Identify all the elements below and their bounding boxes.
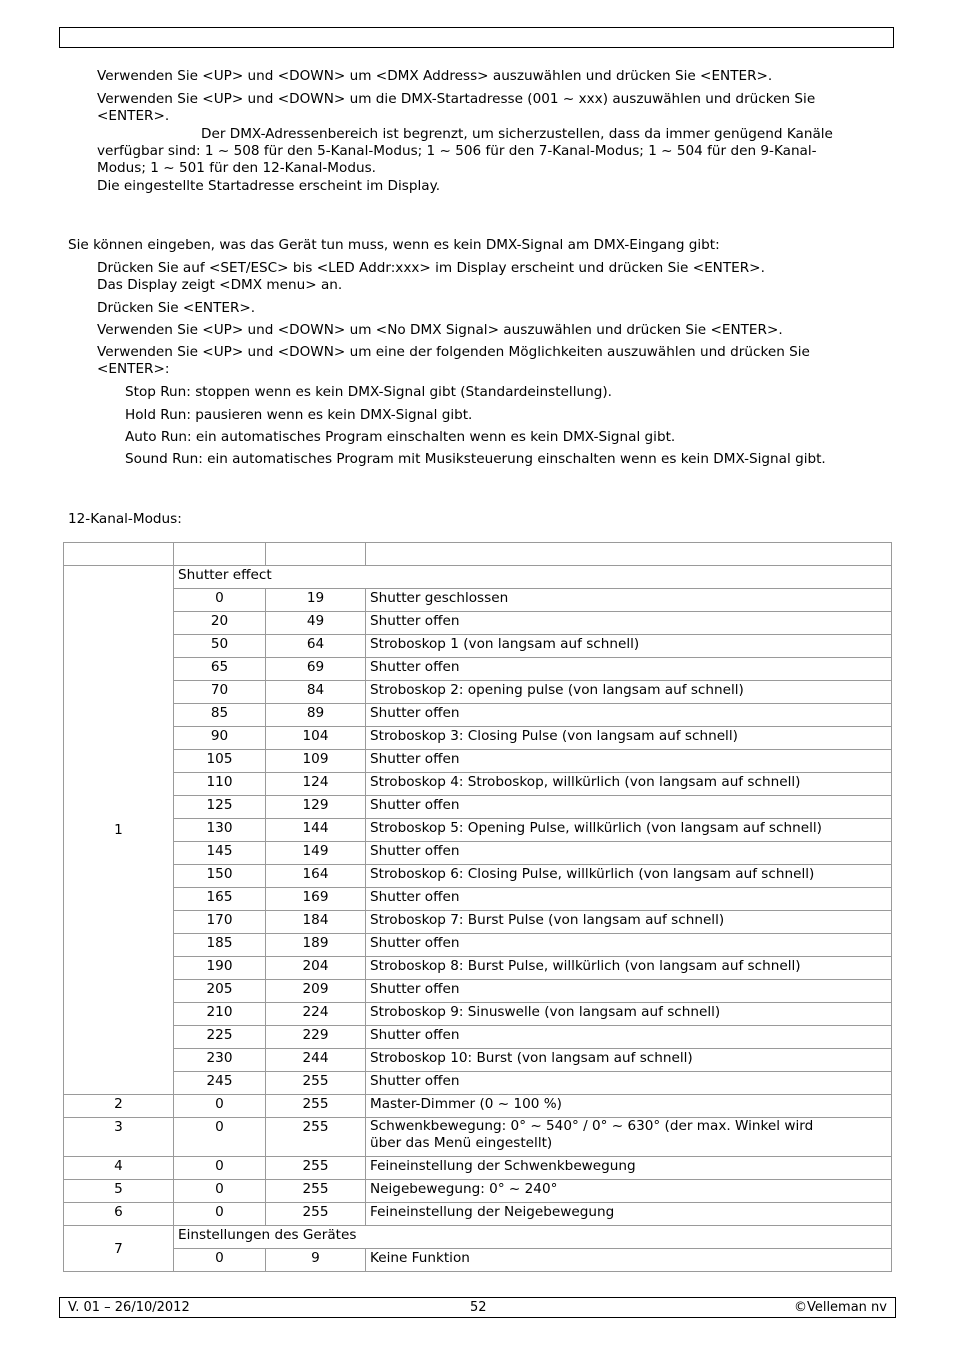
value-to: 124 xyxy=(266,773,366,796)
nosignal-option-stop-run: Stop Run: stoppen wenn es kein DMX-Signal gibt (Standardeinstellung). xyxy=(125,384,612,400)
function-description: Shutter offen xyxy=(366,980,892,1003)
table-header-row xyxy=(64,543,892,566)
function-description: Shutter offen xyxy=(366,658,892,681)
function-description: Shutter offen xyxy=(366,888,892,911)
table-row xyxy=(64,842,892,865)
value-from: 225 xyxy=(174,1026,266,1049)
table-row xyxy=(64,934,892,957)
value-to: 169 xyxy=(266,888,366,911)
value-from: 125 xyxy=(174,796,266,819)
channel-number: 5 xyxy=(64,1180,174,1203)
value-from: 170 xyxy=(174,911,266,934)
function-description: Feineinstellung der Neigebewegung xyxy=(366,1203,892,1226)
function-description: Feineinstellung der Schwenkbewegung xyxy=(366,1157,892,1180)
value-to: 84 xyxy=(266,681,366,704)
value-to: 89 xyxy=(266,704,366,727)
nosignal-intro: Sie können eingeben, was das Gerät tun muss, wenn es kein DMX-Signal am DMX-Eingang gibt: xyxy=(68,237,720,253)
channel-1-group-row xyxy=(64,566,892,589)
value-from: 205 xyxy=(174,980,266,1003)
table-row xyxy=(64,1003,892,1026)
value-to: 255 xyxy=(266,1072,366,1095)
table-row xyxy=(64,957,892,980)
table-row xyxy=(64,819,892,842)
channel-number: 2 xyxy=(64,1095,174,1118)
value-to: 255 xyxy=(266,1180,366,1203)
table-row xyxy=(64,773,892,796)
channel-row xyxy=(64,1157,892,1180)
function-description: Shutter offen xyxy=(366,842,892,865)
value-to: 184 xyxy=(266,911,366,934)
value-from: 0 xyxy=(174,1095,266,1118)
value-to: 19 xyxy=(266,589,366,612)
dmx-channel-table xyxy=(63,542,892,1272)
function-description: Shutter offen xyxy=(366,704,892,727)
nosignal-option-hold-run: Hold Run: pausieren wenn es kein DMX-Signal gibt. xyxy=(125,407,473,423)
value-from: 165 xyxy=(174,888,266,911)
function-description: Shutter offen xyxy=(366,612,892,635)
table-row xyxy=(64,750,892,773)
table-row xyxy=(64,658,892,681)
value-from: 0 xyxy=(174,1180,266,1203)
value-from: 245 xyxy=(174,1072,266,1095)
function-description: Stroboskop 8: Burst Pulse, willkürlich (von langsam auf schnell) xyxy=(366,957,892,980)
value-from: 20 xyxy=(174,612,266,635)
nosignal-step-1-line-2: Das Display zeigt <DMX menu> an. xyxy=(97,277,343,293)
channel-number: 4 xyxy=(64,1157,174,1180)
value-from: 0 xyxy=(174,1118,266,1157)
value-to: 104 xyxy=(266,727,366,750)
function-description: Stroboskop 4: Stroboskop, willkürlich (von langsam auf schnell) xyxy=(366,773,892,796)
nosignal-step-4-line-2: <ENTER>: xyxy=(97,361,170,377)
header-cell-channel xyxy=(64,543,174,566)
page-footer xyxy=(59,1297,896,1318)
table-row xyxy=(64,1249,892,1272)
table-row xyxy=(64,911,892,934)
addr-step-1: Verwenden Sie <UP> und <DOWN> um <DMX Address> auszuwählen und drücken Sie <ENTER>. xyxy=(97,68,773,84)
value-to: 255 xyxy=(266,1203,366,1226)
channel-row xyxy=(64,1118,892,1157)
function-description: Shutter offen xyxy=(366,934,892,957)
value-to: 49 xyxy=(266,612,366,635)
value-from: 110 xyxy=(174,773,266,796)
group-label: Shutter effect xyxy=(174,566,892,589)
value-to: 255 xyxy=(266,1095,366,1118)
header-cell-from xyxy=(174,543,266,566)
function-description: Stroboskop 6: Closing Pulse, willkürlich (von langsam auf schnell) xyxy=(366,865,892,888)
function-description-line-1: Schwenkbewegung: 0° ~ 540° / 0° ~ 630° (der max. Winkel wird xyxy=(370,1118,814,1134)
table-title: 12-Kanal-Modus: xyxy=(68,511,182,527)
value-from: 190 xyxy=(174,957,266,980)
value-from: 90 xyxy=(174,727,266,750)
value-to: 229 xyxy=(266,1026,366,1049)
value-from: 0 xyxy=(174,589,266,612)
value-from: 185 xyxy=(174,934,266,957)
value-to: 109 xyxy=(266,750,366,773)
value-from: 0 xyxy=(174,1157,266,1180)
function-description: Master-Dimmer (0 ~ 100 %) xyxy=(366,1095,892,1118)
addr-note-line-2: verfügbar sind: 1 ~ 508 für den 5-Kanal-Modus; 1 ~ 506 für den 7-Kanal-Modus; 1 ~ 504 für den 9-Kanal- xyxy=(97,143,817,159)
function-description: Stroboskop 9: Sinuswelle (von langsam auf schnell) xyxy=(366,1003,892,1026)
table-row xyxy=(64,980,892,1003)
table-row xyxy=(64,589,892,612)
function-description: Stroboskop 10: Burst (von langsam auf schnell) xyxy=(366,1049,892,1072)
addr-note-line-1: Der DMX-Adressenbereich ist begrenzt, um sicherzustellen, dass da immer genügend Kanäle xyxy=(201,126,833,142)
function-description-line-2: über das Menü eingestellt) xyxy=(370,1135,553,1151)
table-row xyxy=(64,1026,892,1049)
addr-step-2-line-1: Verwenden Sie <UP> und <DOWN> um die DMX-Startadresse (001 ~ xxx) auszuwählen und drücken Sie xyxy=(97,91,816,107)
addr-note-line-3: Modus; 1 ~ 501 für den 12-Kanal-Modus. xyxy=(97,160,376,176)
footer-version: V. 01 – 26/10/2012 xyxy=(68,1300,190,1315)
value-to: 149 xyxy=(266,842,366,865)
value-from: 0 xyxy=(174,1203,266,1226)
channel-number: 6 xyxy=(64,1203,174,1226)
page-header-box xyxy=(59,27,894,48)
channel-number: 7 xyxy=(64,1226,174,1272)
value-from: 0 xyxy=(174,1249,266,1272)
table-row xyxy=(64,635,892,658)
function-description: Shutter offen xyxy=(366,1072,892,1095)
function-description: Neigebewegung: 0° ~ 240° xyxy=(366,1180,892,1203)
function-description xyxy=(366,1118,892,1157)
value-from: 150 xyxy=(174,865,266,888)
value-from: 145 xyxy=(174,842,266,865)
footer-page-number: 52 xyxy=(470,1300,487,1315)
value-to: 209 xyxy=(266,980,366,1003)
nosignal-option-sound-run: Sound Run: ein automatisches Program mit Musiksteuerung einschalten wenn es kein DMX-Signal gibt. xyxy=(125,451,826,467)
value-from: 65 xyxy=(174,658,266,681)
table-row xyxy=(64,865,892,888)
function-description: Shutter offen xyxy=(366,796,892,819)
channel-7-group-row xyxy=(64,1226,892,1249)
footer-copyright: ©Velleman nv xyxy=(793,1300,887,1315)
value-from: 50 xyxy=(174,635,266,658)
nosignal-step-2: Drücken Sie <ENTER>. xyxy=(97,300,256,316)
value-to: 69 xyxy=(266,658,366,681)
value-to: 9 xyxy=(266,1249,366,1272)
function-description: Stroboskop 3: Closing Pulse (von langsam auf schnell) xyxy=(366,727,892,750)
nosignal-option-auto-run: Auto Run: ein automatisches Program einschalten wenn es kein DMX-Signal gibt. xyxy=(125,429,676,445)
value-to: 224 xyxy=(266,1003,366,1026)
nosignal-step-1-line-1: Drücken Sie auf <SET/ESC> bis <LED Addr:xxx> im Display erscheint und drücken Sie <ENTER>. xyxy=(97,260,765,276)
channel-number: 1 xyxy=(64,566,174,1095)
value-from: 210 xyxy=(174,1003,266,1026)
table-row xyxy=(64,796,892,819)
table-row xyxy=(64,1072,892,1095)
function-description: Stroboskop 5: Opening Pulse, willkürlich (von langsam auf schnell) xyxy=(366,819,892,842)
value-to: 144 xyxy=(266,819,366,842)
function-description: Shutter offen xyxy=(366,1026,892,1049)
value-to: 64 xyxy=(266,635,366,658)
function-description: Keine Funktion xyxy=(366,1249,892,1272)
value-to: 129 xyxy=(266,796,366,819)
group-label: Einstellungen des Gerätes xyxy=(174,1226,892,1249)
value-to: 255 xyxy=(266,1157,366,1180)
value-to: 244 xyxy=(266,1049,366,1072)
value-from: 230 xyxy=(174,1049,266,1072)
table-row xyxy=(64,704,892,727)
nosignal-step-4-line-1: Verwenden Sie <UP> und <DOWN> um eine der folgenden Möglichkeiten auszuwählen und drücken Sie xyxy=(97,344,810,360)
function-description: Stroboskop 2: opening pulse (von langsam auf schnell) xyxy=(366,681,892,704)
channel-number: 3 xyxy=(64,1118,174,1157)
value-from: 130 xyxy=(174,819,266,842)
table-row xyxy=(64,612,892,635)
table-row xyxy=(64,727,892,750)
nosignal-step-3: Verwenden Sie <UP> und <DOWN> um <No DMX Signal> auszuwählen und drücken Sie <ENTER>. xyxy=(97,322,783,338)
channel-row xyxy=(64,1180,892,1203)
header-cell-function xyxy=(366,543,892,566)
header-cell-to xyxy=(266,543,366,566)
table-row xyxy=(64,681,892,704)
function-description: Shutter geschlossen xyxy=(366,589,892,612)
value-from: 105 xyxy=(174,750,266,773)
value-to: 255 xyxy=(266,1118,366,1157)
channel-row xyxy=(64,1095,892,1118)
value-to: 204 xyxy=(266,957,366,980)
value-to: 189 xyxy=(266,934,366,957)
addr-step-2-line-2: <ENTER>. xyxy=(97,108,170,124)
value-to: 164 xyxy=(266,865,366,888)
function-description: Shutter offen xyxy=(366,750,892,773)
value-from: 85 xyxy=(174,704,266,727)
table-row xyxy=(64,1049,892,1072)
function-description: Stroboskop 7: Burst Pulse (von langsam auf schnell) xyxy=(366,911,892,934)
addr-note-line-4: Die eingestellte Startadresse erscheint im Display. xyxy=(97,178,441,194)
function-description: Stroboskop 1 (von langsam auf schnell) xyxy=(366,635,892,658)
channel-row xyxy=(64,1203,892,1226)
value-from: 70 xyxy=(174,681,266,704)
table-row xyxy=(64,888,892,911)
